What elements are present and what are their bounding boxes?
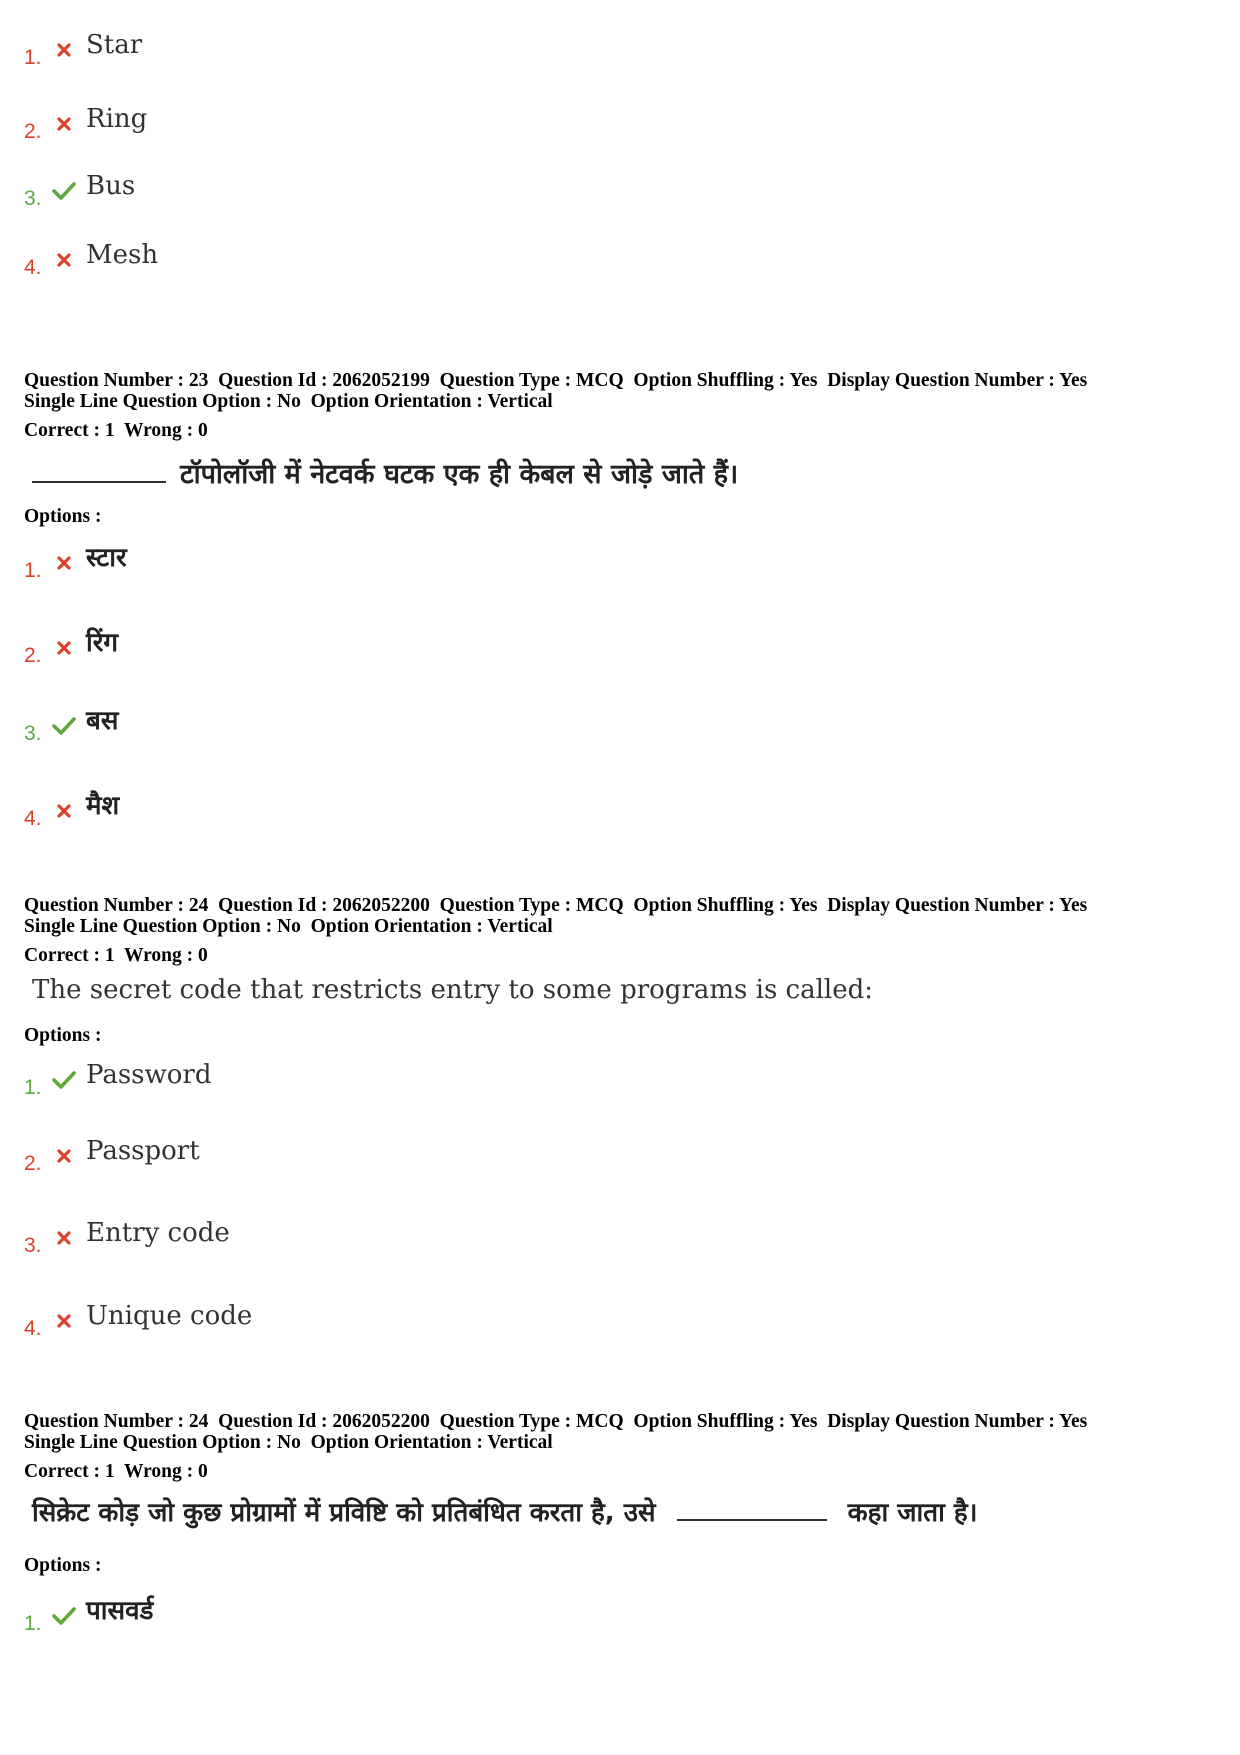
meta-line-1: Question Number : 24 Question Id : 2062052200 Question Type : MCQ Option Shuffling : Yes Display Question Number : Yes (24, 895, 1088, 916)
option-text: पासवर्ड (86, 1596, 154, 1626)
option-number: 2. (24, 644, 42, 667)
option-text: Passport (86, 1136, 200, 1166)
option-row (24, 698, 119, 745)
question-meta (24, 895, 1087, 937)
option-text: Password (86, 1060, 212, 1090)
cross-icon (50, 38, 78, 62)
question-text (32, 1493, 978, 1529)
option-row (24, 1210, 230, 1257)
option-row (24, 1128, 200, 1175)
option-number: 4. (24, 807, 42, 830)
cross-icon (50, 799, 78, 823)
question-text: The secret code that restricts entry to some programs is called: (32, 975, 874, 1005)
option-number: 1. (24, 1612, 42, 1635)
score-meta (24, 1461, 208, 1482)
option-row (24, 783, 120, 830)
question-text-part-b: कहा जाता है। (847, 1498, 978, 1528)
meta-line-2: Single Line Question Option : No Option Orientation : Vertical (24, 391, 553, 412)
meta-line-3: Correct : 1 Wrong : 0 (24, 945, 208, 966)
option-row (24, 535, 127, 582)
option-number: 4. (24, 256, 42, 279)
option-text: बस (86, 706, 119, 736)
options-label: Options : (24, 1555, 102, 1576)
option-text: Star (86, 30, 143, 60)
cross-icon (50, 1226, 78, 1250)
option-row (24, 96, 148, 143)
options-label: Options : (24, 1025, 102, 1046)
option-number: 3. (24, 187, 42, 210)
option-number: 1. (24, 559, 42, 582)
meta-line-1: Question Number : 24 Question Id : 2062052200 Question Type : MCQ Option Shuffling : Yes Display Question Number : Yes (24, 1411, 1088, 1432)
option-row (24, 163, 136, 210)
option-text: Ring (86, 104, 148, 134)
option-text: Mesh (86, 240, 159, 270)
option-text: Unique code (86, 1301, 253, 1331)
question-text (32, 454, 738, 491)
option-number: 4. (24, 1317, 42, 1340)
check-icon (50, 1604, 78, 1628)
meta-line-3: Correct : 1 Wrong : 0 (24, 1461, 208, 1482)
meta-line-3: Correct : 1 Wrong : 0 (24, 420, 208, 441)
cross-icon (50, 551, 78, 575)
option-number: 1. (24, 1076, 42, 1099)
question-meta (24, 1411, 1087, 1453)
option-row (24, 22, 143, 69)
check-icon (50, 1068, 78, 1092)
question-meta (24, 370, 1087, 412)
options-label: Options : (24, 506, 102, 527)
option-number: 3. (24, 722, 42, 745)
check-icon (50, 714, 78, 738)
option-row (24, 232, 159, 279)
blank-line (32, 461, 166, 483)
cross-icon (50, 1144, 78, 1168)
question-text-part-a: सिक्रेट कोड़ जो कुछ प्रोग्रामों में प्रविष्टि को प्रतिबंधित करता है, उसे (32, 1498, 656, 1528)
option-row (24, 1588, 154, 1635)
cross-icon (50, 112, 78, 136)
cross-icon (50, 248, 78, 272)
option-row (24, 1293, 253, 1340)
option-text: Bus (86, 171, 136, 201)
cross-icon (50, 636, 78, 660)
meta-line-2: Single Line Question Option : No Option Orientation : Vertical (24, 1432, 553, 1453)
score-meta (24, 420, 208, 441)
option-text: रिंग (86, 628, 119, 658)
meta-line-2: Single Line Question Option : No Option Orientation : Vertical (24, 916, 553, 937)
option-row (24, 620, 119, 667)
option-number: 2. (24, 120, 42, 143)
option-text: Entry code (86, 1218, 230, 1248)
option-text: मैश (86, 791, 120, 821)
check-icon (50, 179, 78, 203)
cross-icon (50, 1309, 78, 1333)
option-number: 1. (24, 46, 42, 69)
question-text-content: टॉपोलॉजी में नेटवर्क घटक एक ही केबल से जोड़े जाते हैं। (180, 459, 739, 490)
blank-line (677, 1499, 827, 1521)
option-text: स्टार (86, 543, 127, 573)
option-row (24, 1052, 212, 1099)
option-number: 3. (24, 1234, 42, 1257)
score-meta (24, 945, 208, 966)
meta-line-1: Question Number : 23 Question Id : 2062052199 Question Type : MCQ Option Shuffling : Yes Display Question Number : Yes (24, 370, 1088, 391)
option-number: 2. (24, 1152, 42, 1175)
